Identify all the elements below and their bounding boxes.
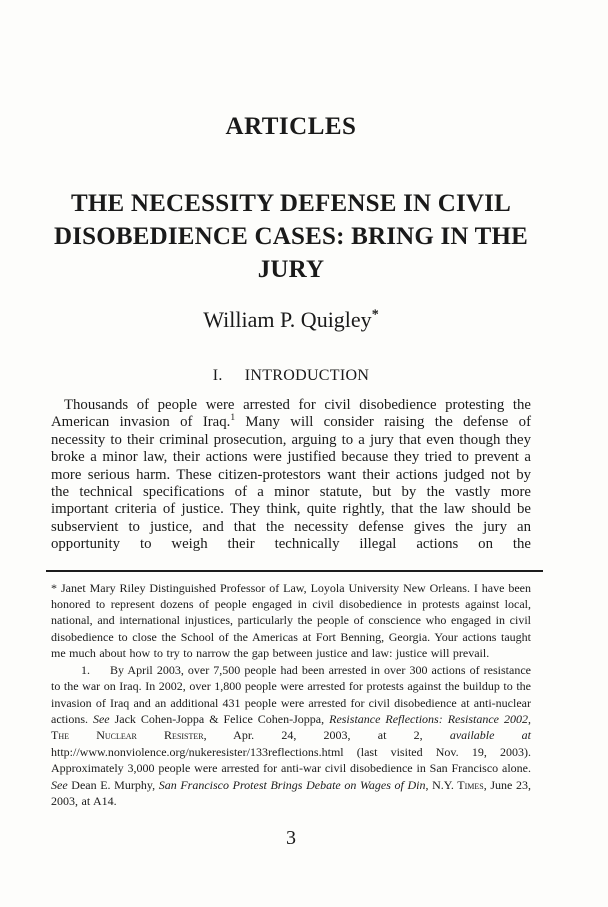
footnote-1-text-3: ,: [527, 711, 531, 726]
page-number: 3: [286, 827, 296, 849]
article-title: [51, 187, 531, 286]
body-paragraph: [51, 397, 531, 554]
footnote-1-text-4: , Apr. 24, 2003, at 2,: [203, 728, 450, 743]
section-label: INTRODUCTION: [244, 367, 370, 384]
body-text-before-ref: Thousands of people were arrested for civil disobedience protesting the American invasion of Iraq.: [51, 397, 531, 431]
article-title-line-3: JURY: [257, 256, 325, 283]
author-byline: [51, 306, 531, 334]
article-title-line-1: THE NECESSITY DEFENSE IN CIVIL: [71, 190, 511, 217]
footnote-1-publication-1: The Nuclear Resister: [51, 728, 204, 743]
footnote-1-publication-2: N.Y. Times: [432, 777, 484, 792]
author-footnote-symbol: *: [371, 307, 379, 323]
section-heading: [51, 366, 531, 386]
footnote-1-cite-title-2: San Francisco Protest Brings Debate on Wages of Din: [158, 777, 426, 792]
footnote-1-text-2: Jack Cohen-Joppa & Felice Cohen-Joppa,: [109, 711, 330, 726]
footnote-1-text-6: Dean E. Murphy,: [67, 777, 159, 792]
footnote-separator-rule: [46, 570, 543, 572]
footnote-1-text-5: http://www.nonviolence.org/nukeresister/133reflections.html (last visited Nov. 19, 2003). Approximately 3,000 people were arrested for anti-war civil disobedience in San Francisco alone.: [51, 744, 531, 776]
footnote-1-number: 1.: [81, 662, 90, 677]
footnotes-block: [51, 580, 531, 810]
articles-kicker: ARTICLES: [225, 113, 357, 140]
footnote-1-text-1: By April 2003, over 7,500 people had been arrested in over 300 actions of resistance to the war on Iraq. In 2002, over 1,800 people were arrested for protests against the buildup to the invasion of Iraq and an additional 431 people were arrested for civil disobedience at anti-nuclear actions.: [51, 662, 531, 726]
footnote-star-text: Janet Mary Riley Distinguished Professor of Law, Loyola University New Orleans. I have been honored to represent dozens of people engaged in civil disobedience in protests against local, national, and international injustices, particularly the people of conscience who engaged in civil disobedience to close the School of the Americas at Fort Benning, Georgia. Your actions taught me much about how to try to narrow the gap between justice and law: justice will prevail.: [51, 580, 531, 661]
section-number: I.: [212, 367, 223, 384]
footnote-1-see-signal-2: See: [51, 777, 68, 792]
footnote-1: [51, 662, 531, 810]
author-name: William P. Quigley: [203, 307, 372, 332]
footnote-1-cite-title-1: Resistance Reflections: Resistance 2002: [329, 711, 528, 726]
footnote-1-see-signal-1: See: [92, 711, 110, 726]
body-text-after-ref: Many will consider raising the defense of necessity to their criminal prosecution, arguing to a jury that even though they broke a minor law, their actions were justified because they tried to prevent a more serious harm. These citizen-protestors want their actions judged not by the technical specifications of a minor statute, but by the vastly more important criteria of justice. They think, quite rightly, that the law should be subservient to justice, and that the necessity defense gives the jury an opportunity to weigh their technically illegal actions on the: [51, 414, 531, 553]
footnote-star-marker: *: [51, 580, 57, 595]
footnote-1-text-7: ,: [425, 777, 433, 792]
footnote-star: [51, 580, 531, 662]
footnote-1-available-at: available at: [449, 728, 531, 743]
footnote-ref-1: 1: [230, 413, 236, 424]
article-title-line-2: DISOBEDIENCE CASES: BRING IN THE: [53, 223, 529, 250]
footnote-1-text-8: , June 23, 2003, at A14.: [51, 777, 531, 808]
